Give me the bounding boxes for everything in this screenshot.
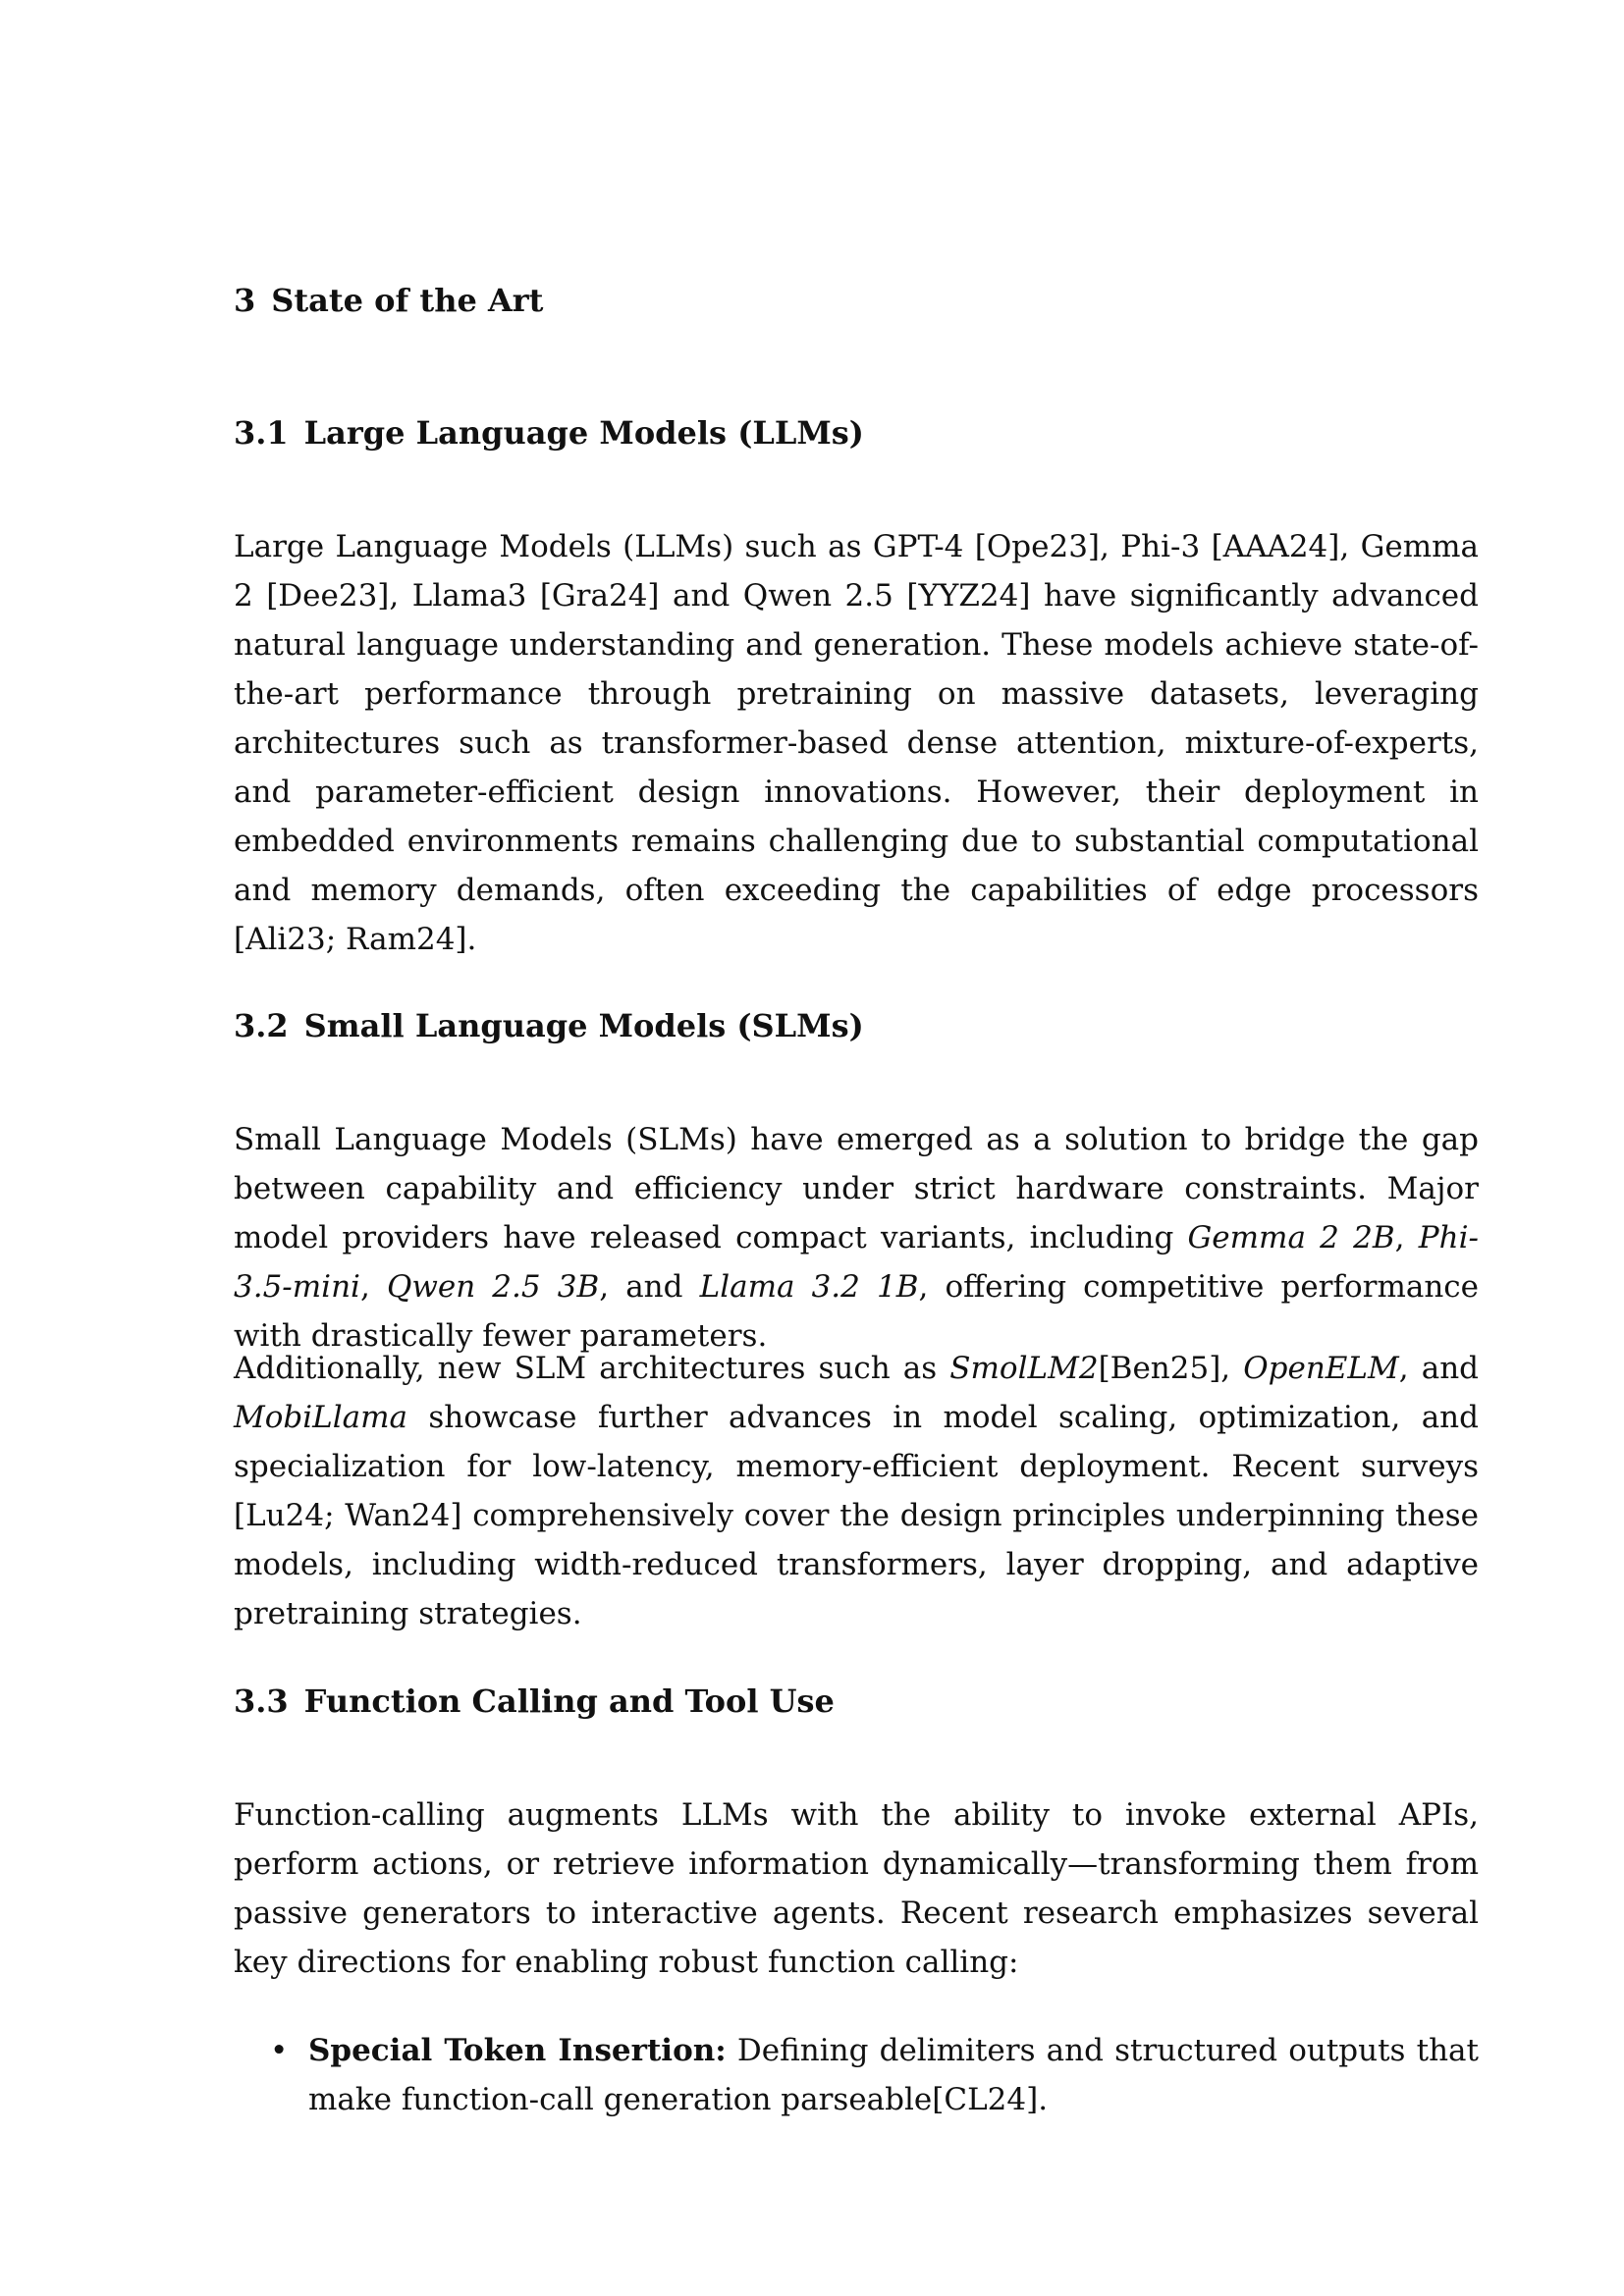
text-run: Additionally, new SLM architectures such as: [234, 1351, 950, 1386]
bullet-icon: •: [270, 2033, 289, 2068]
paragraph-llms: Large Language Models (LLMs) such as GPT-4 [Ope23], Phi-3 [AAA24], Gemma 2 [Dee23], Llama3 [Gra24] and Qwen 2.5 [YYZ24] have significantly advanced natural language understanding and generation. These models achieve state-of-the-art performance through pretraining on massive datasets, leveraging architectures such as transformer-based dense attention, mixture-of-experts, and parameter-efficient design innovations. However, their deployment in embedded environments remains challenging due to substantial computational and memory demands, often exceeding the capabilities of edge processors [Ali23; Ram24].: [234, 529, 1479, 957]
section-title-text: Function Calling and Tool Use: [303, 1682, 835, 1720]
model-name: OpenELM: [1243, 1351, 1399, 1386]
model-name: Llama 3.2 1B: [699, 1269, 919, 1305]
section-number: 3.3: [234, 1682, 289, 1720]
list-item: [234, 2026, 1479, 2124]
paragraph-slms: [234, 1115, 1479, 1361]
section-title-text: State of the Art: [271, 282, 544, 319]
paragraph-slm-architectures: [234, 1344, 1479, 1638]
text-run: , offering competitive performance with drastically fewer parameters.: [234, 1269, 1479, 1354]
section-heading-3: [234, 281, 543, 320]
paragraph-function-calling: Function-calling augments LLMs with the ability to invoke external APIs, perform actions, or retrieve information dynamically—transforming them from passive generators to interactive agents. Recent research emphasizes several key directions for enabling robust function calling:: [234, 1797, 1479, 1980]
key-directions-list: [234, 2026, 1479, 2124]
section-heading-3-1: [234, 413, 864, 453]
section-heading-3-3: [234, 1682, 835, 1721]
section-title-text: Large Language Models (LLMs): [303, 414, 864, 452]
text-run: Small Language Models (SLMs) have emerged as a solution to bridge the gap between capability and efficiency under strict hardware constraints. Major model providers have released compact variants, including: [234, 1122, 1479, 1255]
model-name: Qwen 2.5 3B: [386, 1269, 600, 1305]
text-run: , and: [599, 1269, 700, 1305]
section-number: 3: [234, 282, 256, 319]
model-name: Gemma 2 2B: [1187, 1220, 1395, 1255]
model-name: Phi-3.5-mini: [234, 1220, 1479, 1305]
text-run: , and: [1398, 1351, 1479, 1386]
section-title-text: Small Language Models (SLMs): [303, 1007, 864, 1044]
text-run: ,: [1394, 1220, 1419, 1255]
model-name: MobiLlama: [234, 1400, 408, 1435]
list-item-text: Defining delimiters and structured outputs that make function-call generation parseable[CL24].: [308, 2033, 1479, 2117]
list-item-term: Special Token Insertion:: [308, 2033, 727, 2068]
text-run: ,: [359, 1269, 387, 1305]
text-run: showcase further advances in model scaling, optimization, and specialization for low-latency, memory-efficient deployment. Recent surveys [Lu24; Wan24] comprehensively cover the design principles underpinning these models, including width-reduced transformers, layer dropping, and adaptive pretraining strategies.: [234, 1400, 1479, 1631]
model-name: SmolLM2: [949, 1351, 1099, 1386]
text-run: [Ben25],: [1098, 1351, 1244, 1386]
section-heading-3-2: [234, 1006, 864, 1045]
section-number: 3.1: [234, 414, 289, 452]
section-number: 3.2: [234, 1007, 289, 1044]
